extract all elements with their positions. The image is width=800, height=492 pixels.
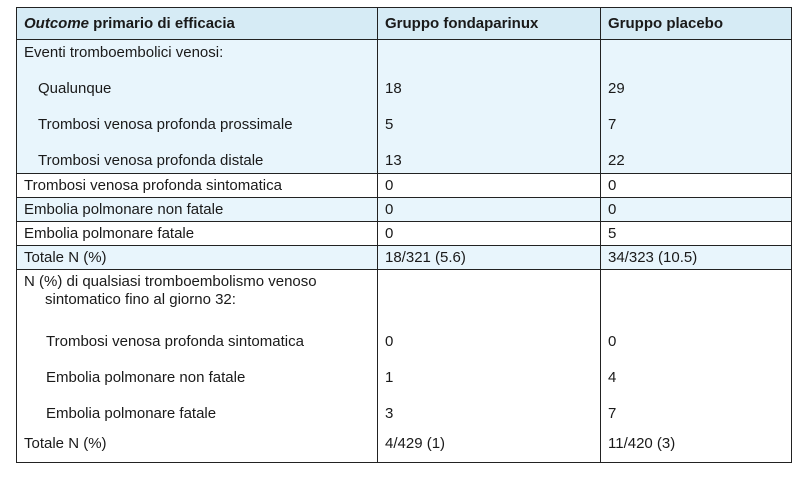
total-row	[17, 426, 792, 463]
cell-placebo: 34/323 (10.5)	[601, 246, 792, 270]
section-title: Eventi tromboembolici venosi:	[17, 40, 378, 66]
row-label: Trombosi venosa profonda sintomatica	[17, 318, 378, 354]
cell-placebo: 7	[601, 390, 792, 426]
cell-fondaparinux: 5	[378, 101, 601, 137]
cell-placebo: 0	[601, 174, 792, 198]
table-row	[17, 40, 792, 66]
table-row	[17, 137, 792, 174]
cell-fondaparinux: 0	[378, 174, 601, 198]
row-label: Embolia polmonare fatale	[17, 390, 378, 426]
cell-placebo: 4	[601, 354, 792, 390]
cell-placebo: 29	[601, 65, 792, 101]
efficacy-table	[16, 7, 792, 463]
row-label: Embolia polmonare non fatale	[17, 198, 378, 222]
cell-fondaparinux: 18	[378, 65, 601, 101]
cell-fondaparinux: 18/321 (5.6)	[378, 246, 601, 270]
row-label: Totale N (%)	[17, 246, 378, 270]
table-row	[17, 65, 792, 101]
cell-fondaparinux: 1	[378, 354, 601, 390]
cell-fondaparinux: 0	[378, 222, 601, 246]
cell-placebo: 11/420 (3)	[601, 426, 792, 463]
table-row	[17, 101, 792, 137]
header-row	[17, 8, 792, 40]
section-title: N (%) di qualsiasi tromboembolismo venoso sintomatico fino al giorno 32:	[17, 270, 378, 319]
cell-placebo: 7	[601, 101, 792, 137]
row-label: Embolia polmonare fatale	[17, 222, 378, 246]
row-label: Trombosi venosa profonda sintomatica	[17, 174, 378, 198]
cell-fondaparinux: 0	[378, 198, 601, 222]
table-row	[17, 390, 792, 426]
table-row	[17, 174, 792, 198]
cell-placebo: 0	[601, 318, 792, 354]
header-placebo: Gruppo placebo	[601, 8, 792, 40]
table-row	[17, 198, 792, 222]
total-row	[17, 246, 792, 270]
cell-fondaparinux: 3	[378, 390, 601, 426]
row-label: Trombosi venosa profonda prossimale	[17, 101, 378, 137]
table-row	[17, 270, 792, 319]
cell-placebo: 0	[601, 198, 792, 222]
cell-fondaparinux: 13	[378, 137, 601, 174]
row-label: Embolia polmonare non fatale	[17, 354, 378, 390]
row-label: Totale N (%)	[17, 426, 378, 463]
header-fondaparinux: Gruppo fondaparinux	[378, 8, 601, 40]
table-row	[17, 222, 792, 246]
row-label: Qualunque	[17, 65, 378, 101]
cell-placebo: 5	[601, 222, 792, 246]
row-label: Trombosi venosa profonda distale	[17, 137, 378, 174]
table-row	[17, 354, 792, 390]
table-row	[17, 318, 792, 354]
cell-placebo: 22	[601, 137, 792, 174]
cell-fondaparinux: 4/429 (1)	[378, 426, 601, 463]
header-outcome: Outcome primario di efficacia	[17, 8, 378, 40]
cell-fondaparinux: 0	[378, 318, 601, 354]
